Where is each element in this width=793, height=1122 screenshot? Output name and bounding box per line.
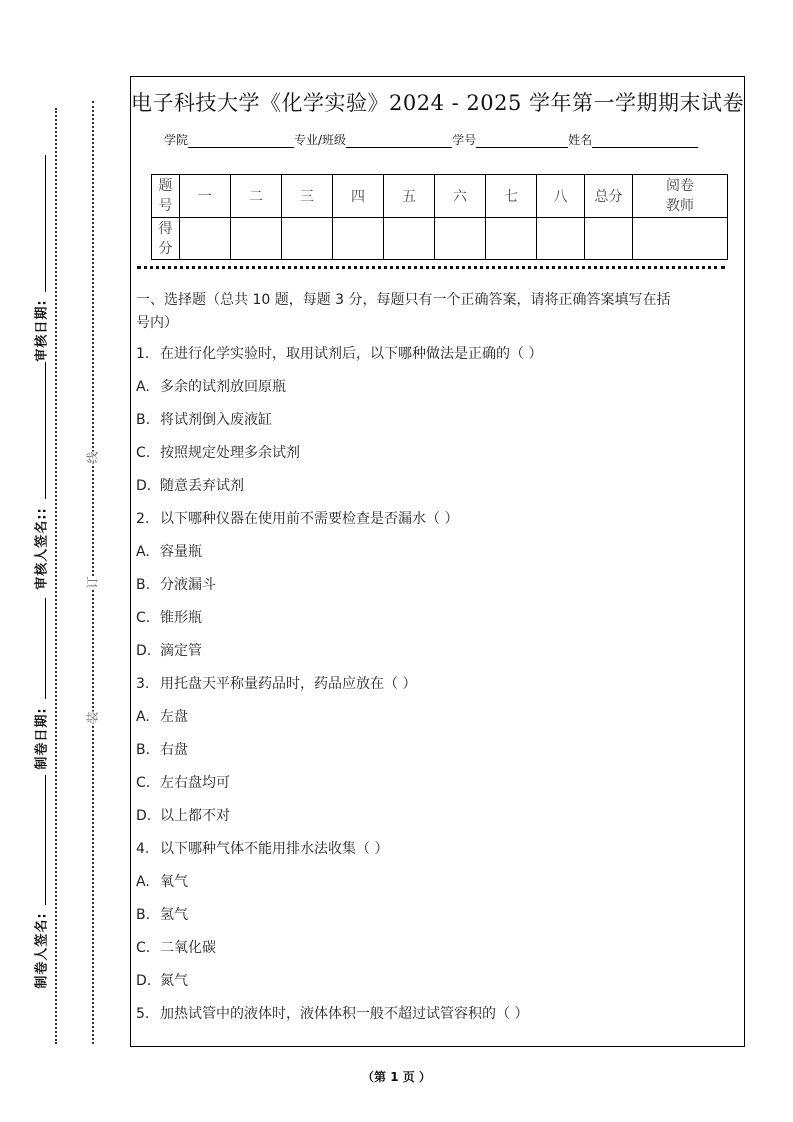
score-cell-3[interactable] [282, 218, 333, 260]
row-header-question-number: 题号 [152, 175, 180, 218]
q1-option-b: B. 将试剂倒入废液缸 [136, 412, 272, 428]
outer-dotted-line [92, 101, 94, 1044]
page-number: （第 1 页 ） [362, 1070, 431, 1084]
score-cell-total[interactable] [585, 218, 633, 260]
question-4: 4. 以下哪种气体不能用排水法收集（ ） [136, 841, 389, 857]
q3-option-d: D. 以上都不对 [136, 808, 230, 824]
col-header-7: 七 [486, 175, 537, 218]
review-date-label: 审核日期: [34, 299, 50, 362]
col-header-total: 总分 [585, 175, 633, 218]
inner-dotted-line [55, 108, 57, 1044]
q4-option-a: A. 氧气 [136, 874, 188, 890]
col-header-8: 八 [537, 175, 585, 218]
q2-option-c: C. 锥形瓶 [136, 610, 202, 626]
q4-option-c: C. 二氧化碳 [136, 940, 216, 956]
major-class-field[interactable] [346, 135, 452, 148]
prepare-date-line [45, 598, 46, 699]
reviewer-signature-line [45, 362, 46, 499]
col-header-2: 二 [231, 175, 282, 218]
score-cell-1[interactable] [180, 218, 231, 260]
q1-option-d: D. 随意丢弃试剂 [136, 478, 244, 494]
binding-char-staple: 订 [83, 576, 102, 588]
binding-char-line: 线 [83, 451, 102, 463]
score-row [152, 218, 728, 260]
student-id-field[interactable] [476, 135, 568, 148]
student-id-label: 学号 [452, 133, 477, 147]
col-header-4: 四 [333, 175, 384, 218]
q3-option-c: C. 左右盘均可 [136, 775, 230, 791]
q3-option-a: A. 左盘 [136, 709, 188, 725]
college-field[interactable] [188, 135, 294, 148]
col-header-3: 三 [282, 175, 333, 218]
col-header-6: 六 [435, 175, 486, 218]
score-cell-6[interactable] [435, 218, 486, 260]
major-class-label: 专业/班级 [294, 133, 347, 147]
q4-option-d: D. 氮气 [136, 973, 188, 989]
col-header-5: 五 [384, 175, 435, 218]
question-5: 5. 加热试管中的液体时，液体体积一般不超过试管容积的（ ） [136, 1006, 529, 1022]
q3-option-b: B. 右盘 [136, 742, 188, 758]
preparer-signature-label: 制卷人签名: [34, 912, 50, 989]
q2-option-a: A. 容量瓶 [136, 544, 202, 560]
q2-option-b: B. 分液漏斗 [136, 577, 216, 593]
score-table [151, 174, 728, 260]
score-cell-5[interactable] [384, 218, 435, 260]
dotted-separator [137, 266, 725, 269]
section-title: 一、选择题（总共 10 题，每题 3 分，每题只有一个正确答案，请将正确答案填写在括 号内） [136, 292, 671, 331]
name-label: 姓名 [568, 133, 593, 147]
question-2: 2. 以下哪种仪器在使用前不需要检查是否漏水（ ） [136, 511, 459, 527]
preparer-signature-line [45, 775, 46, 905]
exam-frame [130, 76, 745, 1047]
question-section [136, 289, 731, 1036]
q2-option-d: D. 滴定管 [136, 643, 202, 659]
student-info-row [164, 131, 698, 148]
q1-option-c: C. 按照规定处理多余试剂 [136, 445, 300, 461]
score-cell-4[interactable] [333, 218, 384, 260]
score-cell-7[interactable] [486, 218, 537, 260]
question-number-row [152, 175, 728, 218]
q1-option-a: A. 多余的试剂放回原瓶 [136, 379, 286, 395]
question-3: 3. 用托盘天平称量药品时，药品应放在（ ） [136, 676, 417, 692]
reviewer-signature-label: 审核人签名:: [34, 507, 50, 590]
college-label: 学院 [164, 133, 189, 147]
question-1: 1. 在进行化学实验时，取用试剂后，以下哪种做法是正确的（ ） [136, 346, 543, 362]
q4-option-b: B. 氢气 [136, 907, 188, 923]
score-cell-2[interactable] [231, 218, 282, 260]
prepare-date-label: 制卷日期: [34, 707, 50, 770]
exam-title: 电子科技大学《化学实验》2024 - 2025 学年第一学期期末试卷 [131, 91, 745, 115]
name-field[interactable] [592, 135, 698, 148]
review-date-line [45, 155, 46, 292]
col-header-grader: 阅卷教师 [633, 175, 728, 218]
score-cell-grader[interactable] [633, 218, 728, 260]
row-header-score: 得分 [152, 218, 180, 260]
binding-char-bind: 装 [83, 711, 102, 723]
score-cell-8[interactable] [537, 218, 585, 260]
col-header-1: 一 [180, 175, 231, 218]
